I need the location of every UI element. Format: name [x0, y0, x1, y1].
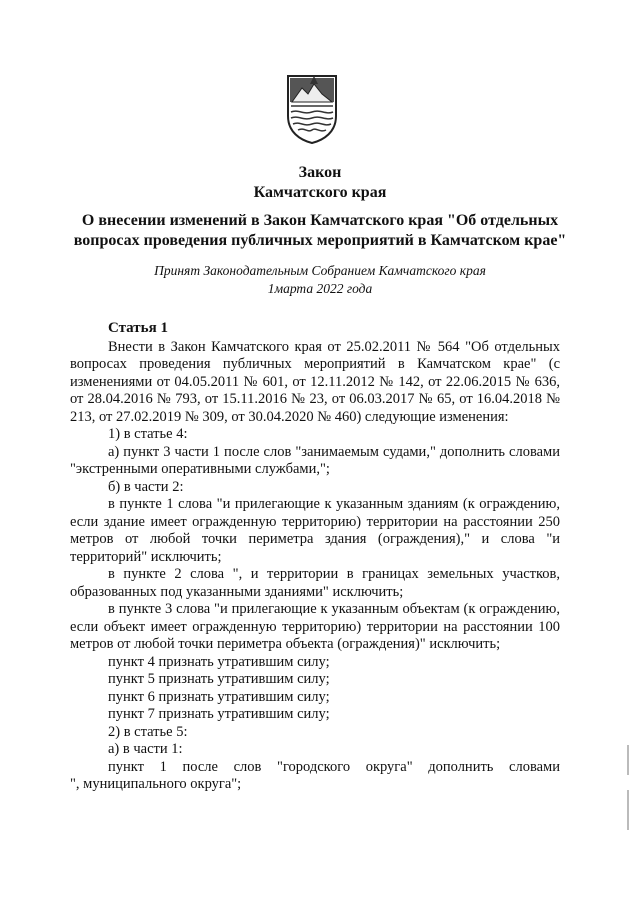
item-1b-point-7: пункт 7 признать утратившим силу; [108, 706, 330, 722]
law-title-line2: Камчатского края [253, 184, 387, 201]
item-2a: а) в части 1: [108, 741, 183, 757]
adoption-note-line2: 1марта 2022 года [267, 281, 373, 296]
kamchatka-coat-of-arms-emblem [284, 72, 340, 144]
item-1b-point-1: в пункте 1 слова "и прилегающие к указанным зданиям (к ограждению, если здание имеет огражденную территорию) территории на расстоянии 250 метров от любой точки периметра здания (ограждения)," и слова "и территорий" исключить; [70, 496, 560, 565]
article-title: Статья 1 [108, 320, 168, 336]
scan-edge-mark [627, 745, 629, 775]
item-2a-point-1-line2: ", муниципального округа"; [70, 776, 242, 792]
law-title-line1: Закон [298, 164, 342, 181]
article-intro: Внести в Закон Камчатского края от 25.02.2011 № 564 "Об отдельных вопросах проведения публичных мероприятий в Камчатском крае" (с изменениями от 04.05.2011 № 601, от 12.11.2012 № 142, от 22.06.2015 № 636, от 28.04.2016 № 793, от 15.11.2016 № 23, от 06.03.2017 № 65, от 16.04.2018 № 213, от 27.02.2019 № 309, от 30.04.2020 № 460) следующие изменения: [70, 338, 560, 425]
item-2a-point-1-line1: пункт 1 после слов "городского округа" дополнить словами [108, 758, 560, 775]
law-title [0, 163, 640, 203]
item-1b-point-3: в пункте 3 слова "и прилегающие к указанным объектам (к ограждению, если объект имеет огражденную территорию) территории на расстоянии 100 метров от любой точки периметра объекта (ограждения)" исключить; [70, 601, 560, 652]
article-body [70, 320, 560, 794]
law-subject: О внесении изменений в Закон Камчатского края "Об отдельных вопросах проведения публичных мероприятий в Камчатском крае" [73, 212, 567, 249]
item-1b-point-4: пункт 4 признать утратившим силу; [108, 653, 330, 670]
scan-edge-mark [627, 790, 629, 830]
item-1: 1) в статье 4: [108, 426, 188, 442]
item-1a: а) пункт 3 части 1 после слов "занимаемым судами," дополнить словами "экстренными оперативными службами,"; [70, 443, 560, 477]
item-1b-point-5: пункт 5 признать утратившим силу; [108, 671, 330, 687]
adoption-note [0, 262, 640, 298]
item-2: 2) в статье 5: [108, 723, 188, 740]
item-1b: б) в части 2: [108, 478, 184, 495]
item-1b-point-6: пункт 6 признать утратившим силу; [108, 688, 330, 705]
item-1b-point-2: в пункте 2 слова ", и территории в границах земельных участков, образованных под указанными зданиями" исключить; [70, 566, 560, 600]
adoption-note-line1: Принят Законодательным Собранием Камчатского края [154, 263, 486, 278]
